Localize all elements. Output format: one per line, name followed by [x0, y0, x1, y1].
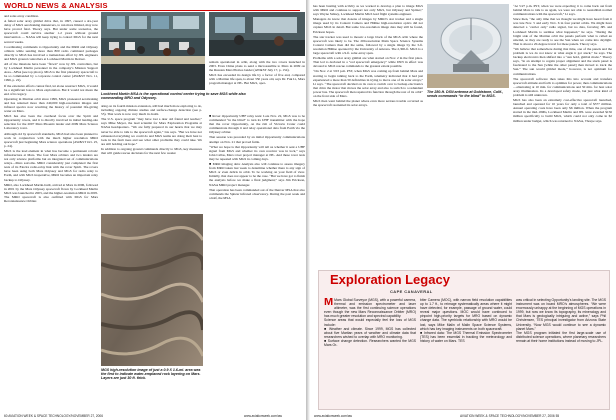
paragraph: remain operational in orbit, along with the two rovers launched in 2003. Even China plans to send a microsatellite to Mars in 2009 on the Russian Mars Phobos lander (AW&ST July 17, p. 154). — [209, 60, 305, 73]
paragraph: “We believe that somewhere during that time, one of the panels and the problem is we do not know at what angle it got stuck,” he says. The backup electronics then shifted into a “sun hold, gimbal mode.” Theory says, “in an attempt to regain proper alignment and the stuck panel is fascinated to the Sun [while the other panel] then moved to track the Sun.” The sun would gimbal mode,” however, is not optimum for communications. — [513, 46, 612, 76]
paragraph: has been busting with activity as we worked to develop a plan to image MGS with MRO and continue to support not only MGS, but Odyssey and Spitzer,” says Wayne Sidney, Lockheed Martin MGS lead flight systems engineer. — [313, 4, 423, 17]
paragraph: “What we hope is that Opportunity will tell us whether it sent a UHF signal from MGS and whether its own receiver was in lock,” says John Callas, Mars rover project manager at JPL. And these rover tests may be repeated with MGS in coming days. — [209, 144, 305, 161]
paragraph: MGS is the lead element in what has become a permanent robotic infrastructure at Mars. The four Mars orbiters and two landers are not only science platforms but an integrated set of communications relays—Mars satcoms. MRO considerably just completed the first tests of its Electra radio-relay link with the rover Spirit. The rovers have been using both Mars Odyssey and MGS for radio relay to Earth, and with MGS inoperative, MRO becomes an important relay backup to Odyssey. — [4, 148, 98, 182]
drop-cap: M — [324, 298, 334, 308]
mars-terrain-photo — [101, 214, 203, 366]
paragraph: “At 5:27 p.m. PST, when we were expecting it to come back out from behind Mars to talk to us again, we were not able to reestablish normal communications with the spacecraft,” Li says. — [513, 4, 612, 17]
paragraph: Problems with a solar array gimbal are what started on Nov. 2 in the first place. That led to declared in a "red spacecraft emergency" while DSN in effect was devoted to MGS rescue commands to the greatest extent possible. — [313, 56, 423, 69]
publication-line: AVIATION WEEK & SPACE TECHNOLOGY/NOVEMBER 27, 2006 — [460, 414, 555, 418]
left-column-2-top — [101, 104, 202, 210]
right-column-mid — [427, 104, 509, 266]
section-header: WORLD NEWS & ANALYSIS — [4, 1, 108, 10]
paragraph: Mars Global Surveyor (MGS), with a powerful camera, thermal and emission spectrometer and laser altimeter, was the first continuing science operations even though the new Mars Reconnaissance Orbiter (MRO) has much greater resolution and spectral capability. — [324, 298, 416, 319]
paragraph: Although old by spacecraft standards, MGS had also been planned to work in conjunction with the much higher resolution MRO spacecraft just beginning Mars science operations (AW&ST Oct. 25, p. 24). — [4, 131, 98, 148]
paragraph: ating on its fourth mission extension, still had much more exploring to do, including ongoing climate studies and surface-change detection (see p. 55). That work is now very much in doubt. — [101, 104, 202, 117]
right-footer-url: www.aviationweek.com/aw — [314, 414, 352, 418]
dsn-antenna-photo — [427, 4, 509, 88]
photo-caption: Lockheed Martin MSA is the operational control center trying to save MGS while also commanding MRO and Odyssey. — [101, 92, 246, 101]
paragraph: In addition to ongoing ground commands directly to MGS, key measures that will guide rescue decisions for the next few weeks: — [101, 146, 202, 156]
paragraph: was critical in selecting Opportunity’s landing site. The MGS instrument was on board MRO’s atmospheres. “We were enormously unhappy at the beginning of MGS operations in 1999, but now we know its topography, its mineralogy and that Mars is geologically intriguing and active,” says Phil Christensen, TES principal investigator from Arizona State University. “Now MGS would continue to see a dynamic planet Mars.” — [516, 298, 606, 331]
paragraph: MGS has also been an extremely cost-effective spacecraft launched, launched and operated for 10 years for only a total of $377 million. Annual operating costs have been only $6 million. When the program started in the mid-1990s, Lockheed Martin and JPL were awarded $156 million specifically to build MGS, which could not only come in $2 million under budget, which was returned to NASA, Thorpe says. — [513, 98, 612, 123]
page-gutter — [306, 0, 310, 420]
center-footer-url: www.aviationweek.com/aw — [244, 414, 282, 418]
page-number: 60 — [4, 414, 8, 418]
paragraph: All of the missions have been “flown” now by JPL controllers, but by Lockheed Martin personnel in the company’s Mission Support Area—MSA (see top photo). MGS is the first planetary spacecraft to be so commanded by a corporate control center (AW&ST Nov. 11, 1996, p. 22). — [4, 62, 98, 83]
sidebar-column-1 — [324, 298, 416, 406]
paragraph: A failed solar array gimbal drive that, in 1997, caused a six-year delay of MGS aerobraking maneuvers, to run more limited, may now have proved fatal. Theory says. But under some scenarios, the spacecraft could survive another 1-2 years without ground intervention — NASA will keep trying to contact MGS for the next several weeks. — [4, 19, 98, 44]
sidebar-dateline: CAPE CANAVERAL — [390, 289, 433, 294]
paragraph: and solar-array condition. — [4, 14, 39, 18]
paragraph: “On Nov. 2 at 3:03 p.m. PST, when MGS was coming up from behind Mars and starting to begin talking back to the Earth, telemetry indicated that it had just experienced a more than 50 deficulties in trying to move one of its solar arrays,” Li says. “The spacecraft decided on its own to switch over to backup electronics that drive the motor that moves the solar array and also to switch to a redundant power bus. The spacecraft then repaired its function through the rest of its orbit” on the front side of Mars. — [313, 69, 423, 98]
sidebar-column-3 — [516, 298, 606, 406]
paragraph: That operation has been commanded out of the Denver MSA that also commands the Spitzer infrared observatory. During the past week and a half, the MSA — [209, 187, 305, 200]
left-column-3-top — [209, 60, 305, 112]
photo-caption: The 280-ft. DSN antenna at Goldstone, Calif., sends commands “in the blind” to MGS. — [427, 90, 504, 99]
left-column-3-bottom — [209, 114, 305, 410]
left-footer — [4, 414, 103, 418]
paragraph: That session was preceded by an initial Opportunity communications attempt on Nov. 21 that proved futile. — [209, 135, 305, 144]
paragraph: MGS has also been the overhead focus over the Spirit and Opportunity rovers, and it is directly involved in initial landing-site selection for the 2007 Mars Phoenix lander and 2009 Mars Science Laboratory rover. — [4, 114, 98, 131]
paragraph: The spacecraft software then takes this into account and transfers spacecraft attitude and forth to optimize for power, then communications—alternating at 10 min. for communications and 50 min. for best solar array illumination. Its a developed safety mode, but just what kind of problem is still unknown. — [513, 76, 612, 97]
paragraph: ■ Rover Opportunity UHF relay tests: Late Nov. 22, MGS was to be commanded “in the blind” to turn its UHF transmitter with the hope that the rover Opportunity, on the rim of Victoria Crater could communicate through it and relay operational data from Earth via the Odyssey orbiter. — [209, 114, 305, 135]
left-column-1 — [4, 14, 98, 408]
mission-control-photo — [101, 12, 205, 90]
paragraph: The star tracker was used to mosaic a large block of the MGS orbit where the spacecraft was likely to be. The 200-resolution Main Space Science Systems Context Camera then did the same, followed by a single image by the 3-ft. resolution HiRise operated by the University of Arizona. The 2,300-ft. MGS is a large spacecraft with a 9-ft. solar-array span. — [313, 34, 423, 56]
paragraph: ■ Infrared data: The MGS Thermal Emission Spectrometer (TES) has been essential in tracking the meteorology and history of water on Mars. TES — [420, 330, 512, 343]
sidebar-column-2 — [420, 298, 512, 406]
header-rule — [0, 10, 300, 11]
page-number: 55 — [555, 414, 560, 418]
photo-caption: MGS high-resolution image of just a 0.9 X 1.6-mi. area was the first to indicate water-emplaced rock layering on Mars. Layers are just 30 ft. thick. — [101, 368, 201, 381]
paragraph: ■ Surface change detection. Researchers wanted the MGS Mars Or- — [324, 338, 416, 348]
paragraph: Managers do know that dozens of images by MRO’s star tracker and a single image used by its Context Camera and HiRise high-resolution optics did not capture MGS in detail. But some low-resolution image data may still be found, Erickson hopes. — [313, 17, 423, 34]
station-photo — [209, 12, 305, 56]
paragraph: Operating in Martian orbit since 1999, MGS pioneered aerobraking and has returned more than 240,000 high-resolution images and infrared spectra now rewriting the history of potential life-giving water on Mars. — [4, 96, 98, 114]
paragraph: Coordinating commands to Opportunity and the MRO and Odyssey orbiters while sending more than 800 radio command packages directly to MGS has involved a tremendous effort by JPL engineers and MGS ground controllers at Lockheed Martin in Denver. — [4, 44, 98, 61]
paragraph: The U.S. space program “may have lost a dear old friend and teacher,” says Mike Meyer, the lead scientist for Mars Exploration Programs at NASA headquarters. “We are fully prepared in our hearts that we may never be able to talk to the spacecraft again,” Liu says. “But we have not exhausted everything we could do and MGS teams are doing their best to look in the fault trees and see what other problems they could take. We are still holding out hope.” — [101, 117, 202, 146]
paragraph: Since then, “the only time that we thought we might have heard from it was late Nov. 5 and early Nov. 6 in four partial orbits. We might have detected a ‘carrier only’ radio signal, but no data, favoring JPL and Lockheed Martin to surmise what happened,” he says. “During the bright side of the Martian orbit the panels perform what is called an unwind, so they are ready to see the Sun when we come into daylight. That is about a 20-degree travel for these panels. Theory says. — [513, 17, 612, 46]
paragraph: ■ Weather and climate. Since 1999, MGS has collected about five Martian years of weather and climate data that researchers wished to overlap with MRO monitoring. — [324, 326, 416, 339]
publication-line: AVIATION WEEK & SPACE TECHNOLOGY/NOVEMBER 27, 2006 — [8, 414, 103, 418]
paragraph: MGS has exceeded its design life by a factor of five and, compared with a Martian life span, is about 350 years old, says Dr. Fuk Li, Mars program manager at JPL. But MGS, oper- — [209, 73, 305, 86]
right-column-1 — [313, 4, 423, 268]
sidebar-title: Exploration Legacy — [330, 272, 450, 287]
paragraph: If the extensive efforts cannot find, let alone resurrect MGS, it would be a significant loss to Mars exploration. But it would not mean the end of its legacy. — [4, 83, 98, 96]
right-footer — [460, 414, 559, 418]
paragraph: The MGS program initiated the first large-scale use of distributed science operations, where planetary researchers remain at their home institutions instead of moving to JPL. — [516, 330, 606, 343]
paragraph: MGS then went behind the planet where even more serious trouble occurred as the spacecraft reoriented its solar arrays. — [313, 99, 423, 108]
right-column-2 — [513, 4, 612, 268]
paragraph: biter Camera (MOC), with narrow field resolution capabilities up to 1.7 ft., to reimage systematically areas where it might have detected, for example, passage of ground water, could reveal major questions. MOC would have continued to pinpoint high-priority targets for MRO based on dynamic change data. The symbiotic relationship with MRO would be lost, says Mike Malin of Malin Space Science Systems, which has key imaging instruments on both spacecraft. — [420, 298, 512, 331]
paragraph: Science areas that would especially feel the loss of MGS include: — [324, 318, 416, 327]
paragraph: MRO, also Lockheed Martin-built, arrived at Mars in 2006, followed in 2001 by the Mars Odyssey spacecraft flown by Lockheed Martin MGS was launched in 2003, and the higher-resolution MRO in 2005. The MRO spacecraft is also outfitted with MGS for Mars Reconnaissance Orbiter. — [4, 182, 98, 204]
paragraph: ■ MRO imaging data: Analysts also will continue to assess imagery from MRO taken last week to determine whether there is any sign of MGS or even debris in orbit. To be working on your field of view. Initially, that does not appear to be the case. “But we have got to finish the analysis before we make a final judgment,” says Jim Erickson, NASA MRO project manager. — [209, 162, 305, 187]
